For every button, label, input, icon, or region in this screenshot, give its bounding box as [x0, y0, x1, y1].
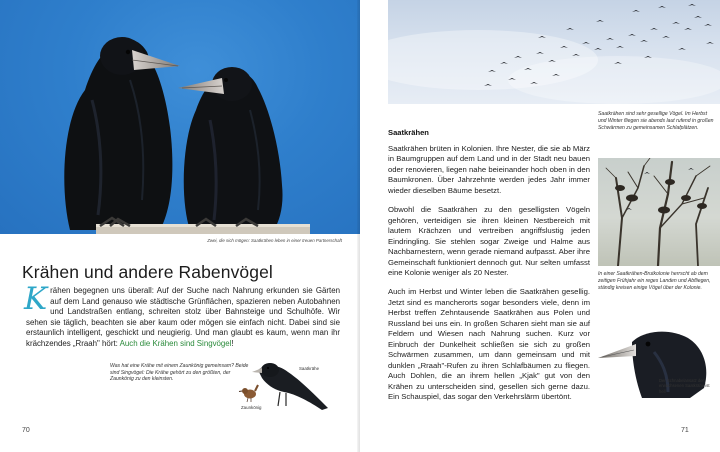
intro-end: ! — [231, 338, 234, 348]
caption-colony-photo: In einer Saatkrähen-Brutkolonie herrscht ab dem zeitigen Frühjahr ein reges Landen und Abfliegen, ständig kreisen einige Vögel über der Kolonie. — [598, 271, 711, 291]
page-number-right: 71 — [681, 427, 689, 434]
singvoegel-link[interactable]: Auch die Krähen sind Singvögel — [119, 338, 232, 348]
hero-photo-two-rooks — [0, 0, 360, 234]
sidebox-text: Was hat eine Krähe mit einem Zaunkönig gemeinsam? Beide sind Singvögel: Die Krähe gehört zu den größten, der Zaunkönig zu den kleinsten. — [110, 363, 249, 383]
caption-sky-photo: Saatkrähen sind sehr gesellige Vögel. Im Herbst und Winter fliegen sie abends laut rufend in großen Schwärmen zu gemeinsamen Schlafplätzen. — [598, 111, 714, 131]
paragraph-3: Auch im Herbst und Winter leben die Saatkrähen gesellig. Jetzt sind es mancherorts sogar besonders viele, denn im Herbst treffen Zehntausende Saatkrähen aus Polen und Russland bei uns ein. In großen Scharen sieht man sie auf Feldern und Wiesen nach Nahrung suchen. Kurz vor Einbruch der Dunkelheit schließen sie sich zu großen Schwärmen zusammen, um dann gemeinsam und mit dunklen „Rraah"-Rufen zu ihren Schlafbäumen zu fliegen. Auch Dohlen, die an ihrem hellen „Kjak" gut von den Krähen zu unterscheiden sind, gesellen sich gerne dazu. Ein Schauspiel, das sogar den Verkehrslärm übertönt. — [388, 287, 590, 401]
label-saatkraehe: Saatkrähe — [299, 366, 320, 371]
label-zaunkoenig: Zaunkönig — [241, 405, 262, 410]
chapter-title: Krähen und andere Rabenvögel — [22, 262, 273, 282]
label-schnabelansatz: Der Schnabelansatz der erwachsenen Saatkrähe ist hell — [659, 378, 710, 394]
section-title: Saatkrähen — [388, 128, 429, 137]
right-page — [360, 0, 720, 452]
rooks-illustration — [0, 0, 360, 234]
paragraph-1: Saatkrähen brüten in Kolonien. Ihre Nester, die sie ab März in Baumgruppen auf dem Land und in der Stadt neu bauen oder renovieren, liegen nahe beieinander hoch oben in den Baumkronen. Über Jahrzehnte werden jedes Jahr immer wieder dieselben Bäume besetzt. — [388, 144, 590, 195]
drop-cap: K — [24, 281, 48, 317]
hero-caption: Zwei, die sich mögen: Saatkrähen leben in einer treuen Partnerschaft — [207, 238, 342, 243]
intro-paragraph — [24, 281, 340, 350]
intro-text: rähen begegnen uns überall: Auf der Suche nach Nahrung erkunden sie Gärten auf dem Land genauso wie städtische Grünflächen, spazieren neben Autobahnen und Landstraßen entlang, schreiten stolz über Bahnsteige und Schulhöfe. Wir sehen sie täglich, beachten sie aber kaum oder mögen sie einfach nicht. Dabei sind sie erstaunlich intelligent, geschickt und neugierig. Und man glaubt es kaum, wenn man ihr krächzendes „Rraah" hört: — [26, 286, 340, 348]
colony-illustration — [598, 158, 720, 266]
flock-photo — [388, 0, 720, 104]
colony-photo — [598, 158, 720, 266]
body-text — [388, 144, 590, 411]
flock-illustration — [388, 0, 720, 104]
paragraph-2: Obwohl die Saatkrähen zu den geselligsten Vögeln gehören, verteidigen sie ihren kleinen Nestbereich mit lautem Krächzen und vertreiben angriffslustig jeden Eindringling. Sie stehlen sogar Zweige und Halme aus Nachbarnestern, wenn gerade niemand aufpasst. Aber ihre Gemeinschaft funktioniert dennoch gut. Nur selten umfasst eine Kolonie weniger als 20 Nester. — [388, 205, 590, 277]
page-number-left: 70 — [22, 427, 30, 434]
